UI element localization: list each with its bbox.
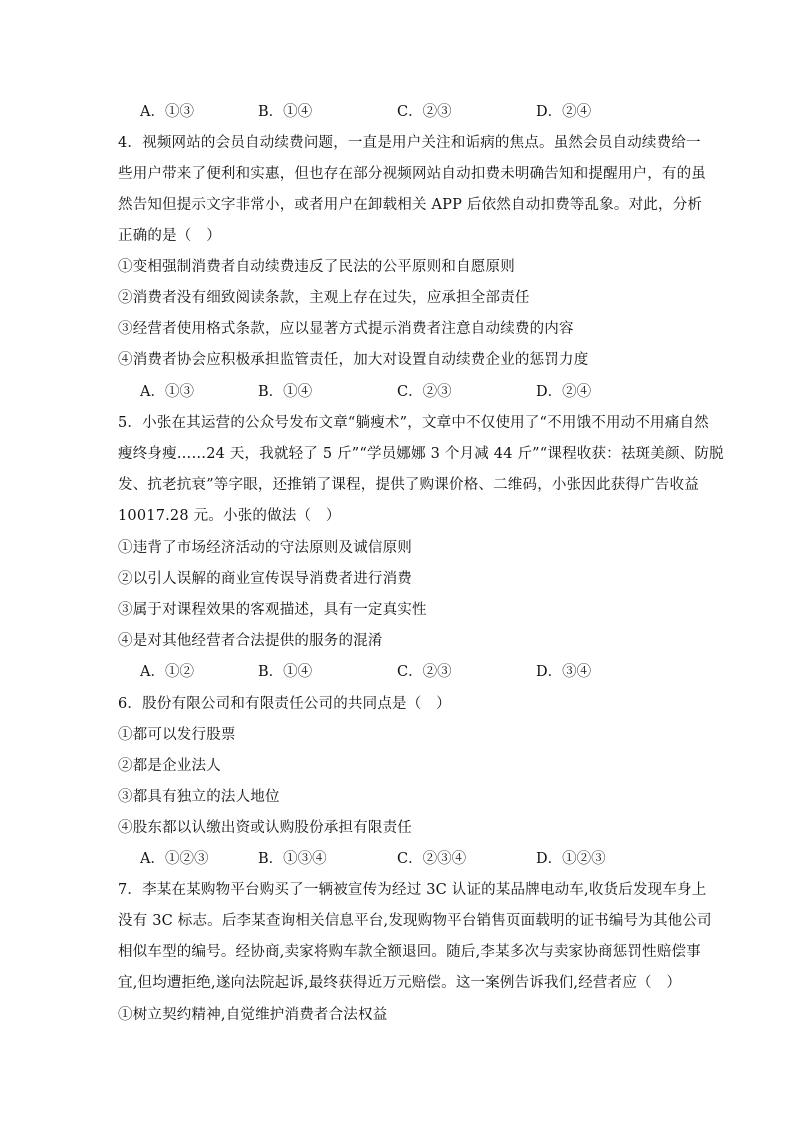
option-d: D．①②③ xyxy=(536,851,606,867)
q6-options xyxy=(140,849,660,869)
q4-stem-line: 4．视频网站的会员自动续费问题，一直是用户关注和诟病的焦点。虽然会员自动续费给一 xyxy=(118,135,701,151)
q6-item: ④股东都以认缴出资或认购股份承担有限责任 xyxy=(118,820,412,836)
q6-stem-line: 6．股份有限公司和有限责任公司的共同点是（ ） xyxy=(118,696,451,712)
q4-stem-line: 然告知但提示文字非常小，或者用户在卸载相关 APP 后依然自动扣费等乱象。对此，分析 xyxy=(118,197,703,213)
q5-options xyxy=(140,662,660,682)
q4-item: ③经营者使用格式条款，应以显著方式提示消费者注意自动续费的内容 xyxy=(118,321,574,337)
option-d: D．③④ xyxy=(536,664,592,680)
q4-item: ④消费者协会应积极承担监管责任，加大对设置自动续费企业的惩罚力度 xyxy=(118,352,589,368)
option-a: A．①③ xyxy=(140,104,194,120)
q5-item: ②以引人误解的商业宣传误导消费者进行消费 xyxy=(118,571,412,587)
q5-item: ①违背了市场经济活动的守法原则及诚信原则 xyxy=(118,540,412,556)
option-d: D．②④ xyxy=(536,104,592,120)
q4-item: ①变相强制消费者自动续费违反了民法的公平原则和自愿原则 xyxy=(118,259,515,275)
q4-stem-line: 正确的是（ ） xyxy=(118,228,221,244)
option-b: B．①③④ xyxy=(258,851,327,867)
option-d: D．②④ xyxy=(536,384,592,400)
q7-stem-line: 相似车型的编号。经协商,卖家将购车款全额退回。随后,李某多次与卖家协商惩罚性赔偿事 xyxy=(118,944,701,960)
q4-stem-line: 些用户带来了便利和实惠，但也存在部分视频网站自动扣费未明确告知和提醒用户，有的虽 xyxy=(118,166,706,182)
q7-stem-line: 没有 3C 标志。后李某查询相关信息平台,发现购物平台销售页面载明的证书编号为其他公司 xyxy=(118,913,712,929)
q4-item: ②消费者没有细致阅读条款，主观上存在过失，应承担全部责任 xyxy=(118,290,530,306)
q6-item: ②都是企业法人 xyxy=(118,758,221,774)
q4-options xyxy=(140,382,660,402)
q5-stem-line: 5．小张在其运营的公众号发布文章“躺瘦术”，文章中不仅使用了“不用饿不用动不用痛自然 xyxy=(118,415,709,431)
q5-item: ④是对其他经营者合法提供的服务的混淆 xyxy=(118,633,383,649)
option-b: B．①④ xyxy=(258,104,313,120)
q7-stem-line: 7．李某在某购物平台购买了一辆被宣传为经过 3C 认证的某品牌电动车,收货后发现车身上 xyxy=(118,882,707,898)
option-c: C．②③ xyxy=(397,384,452,400)
option-a: A．①③ xyxy=(140,384,194,400)
q5-stem-line: 瘦终身瘦……24 天，我就轻了 5 斤”“学员娜娜 3 个月减 44 斤”“课程收获：祛斑美颜、防脱 xyxy=(118,446,724,462)
q5-item: ③属于对课程效果的客观描述，具有一定真实性 xyxy=(118,602,427,618)
q7-item: ①树立契约精神,自觉维护消费者合法权益 xyxy=(118,1007,388,1023)
option-c: C．②③④ xyxy=(397,851,467,867)
option-c: C．②③ xyxy=(397,104,452,120)
option-b: B．①④ xyxy=(258,384,313,400)
q6-item: ①都可以发行股票 xyxy=(118,727,236,743)
option-a: A．①②③ xyxy=(140,851,209,867)
q7-stem-line: 宜,但均遭拒绝,遂向法院起诉,最终获得近万元赔偿。这一案例告诉我们,经营者应（ ） xyxy=(118,975,682,991)
option-c: C．②③ xyxy=(397,664,452,680)
option-b: B．①④ xyxy=(258,664,313,680)
q6-item: ③都具有独立的法人地位 xyxy=(118,789,280,805)
q3-options xyxy=(140,102,660,122)
q5-stem-line: 10017.28 元。小张的做法（ ） xyxy=(118,508,341,524)
q5-stem-line: 发、抗老抗衰”等字眼，还推销了课程，提供了购课价格、二维码，小张因此获得广告收益 xyxy=(118,477,699,493)
option-a: A．①② xyxy=(140,664,194,680)
